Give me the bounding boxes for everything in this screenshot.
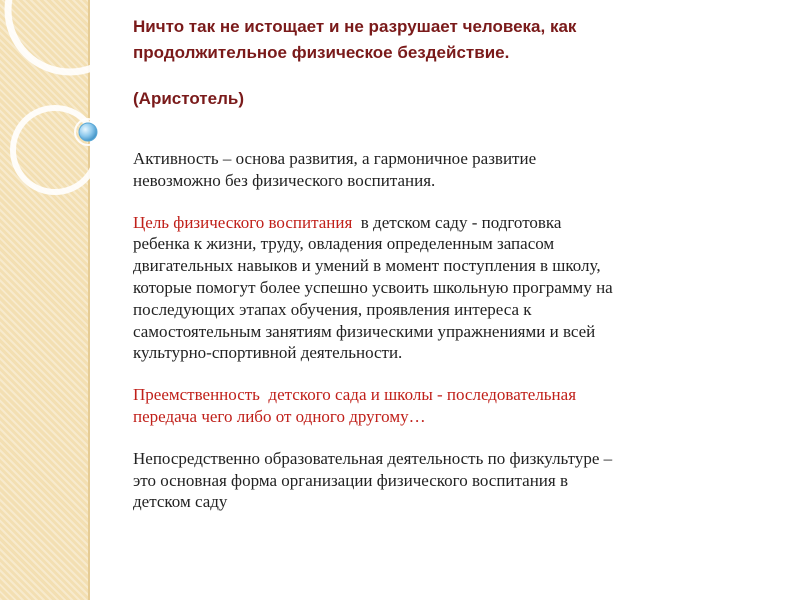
quote-author: (Аристотель)	[133, 89, 244, 108]
text-line: последующих этапах обучения, проявления интереса к	[133, 299, 532, 319]
goal-paragraph	[133, 212, 778, 365]
quote-line: продолжительное физическое бездействие.	[133, 43, 510, 62]
text-line: передача чего либо от одного другому…	[133, 406, 426, 426]
text-line: ребенка к жизни, труду, овладения определенным запасом	[133, 234, 555, 254]
medium-ring	[13, 108, 97, 192]
text-line: культурно-спортивной деятельности.	[133, 343, 403, 363]
text-line: самостоятельным занятиям физическими упражнениями и всей	[133, 321, 596, 341]
text-line: Активность – основа развития, а гармоничное развитие	[133, 149, 537, 168]
quote-line: Ничто так не истощает и не разрушает человека, как	[133, 17, 577, 36]
activity-paragraph	[133, 148, 778, 192]
text-line: невозможно без физического воспитания.	[133, 170, 436, 190]
text-line: Непосредственно образовательная деятельность по физкультуре –	[133, 448, 613, 468]
slide-content	[133, 14, 778, 513]
quote-title	[133, 14, 778, 66]
text-line: детском саду	[133, 492, 228, 512]
text-line	[133, 212, 778, 234]
blue-bubble-icon	[79, 123, 97, 141]
large-ring	[8, 0, 132, 72]
continuity-paragraph	[133, 384, 778, 428]
text-line: которые помогут более успешно усвоить школьную программу на	[133, 277, 613, 297]
text-line: это основная форма организации физического воспитания в	[133, 470, 569, 490]
goal-term: Цель физического воспитания	[133, 212, 353, 232]
education-paragraph	[133, 448, 778, 513]
text-line: Преемственность детского сада и школы - последовательная	[133, 385, 577, 405]
goal-first-line-text: в детском саду - подготовка	[352, 212, 562, 232]
text-line: двигательных навыков и умений в момент поступления в школу,	[133, 256, 601, 276]
